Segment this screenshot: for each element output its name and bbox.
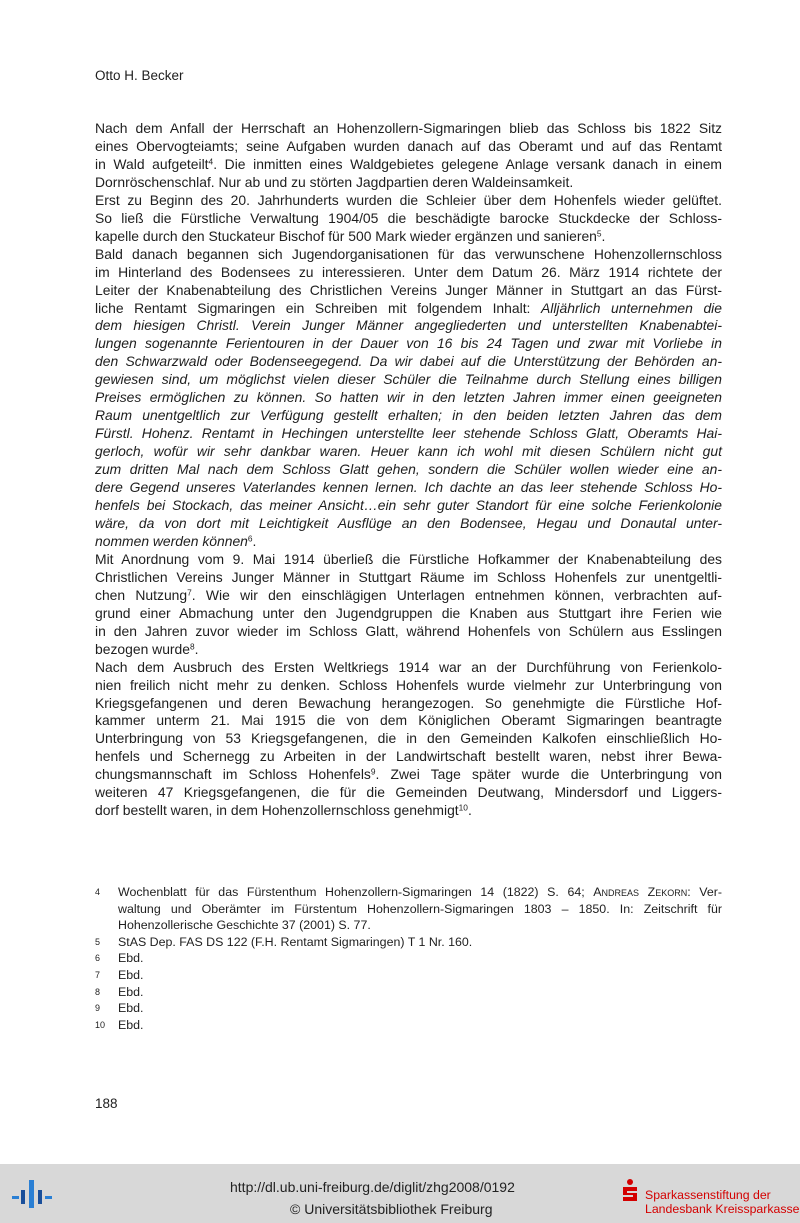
sponsor-text <box>645 1188 800 1216</box>
text-run: So ließ die Fürstliche Verwaltung 1904/05 die beschädigte barocke Stuckdecke der Schloss- <box>95 209 722 226</box>
body-text <box>95 120 722 820</box>
page-number: 188 <box>95 1096 118 1111</box>
text-line <box>95 210 722 228</box>
footnote-reference: 5 <box>596 228 602 239</box>
text-run: Andreas Zekorn <box>593 885 688 899</box>
text-line <box>95 300 722 318</box>
text-run: eines Obervogteiamts; seine Aufgaben wurden danach auf das Oberamt und auf das Rentamt <box>95 137 722 154</box>
footnote-text <box>118 1000 722 1017</box>
footnote-reference: 6 <box>247 533 253 544</box>
footnote <box>95 1000 722 1017</box>
text-line <box>95 623 722 641</box>
text-run: . <box>467 802 472 819</box>
text-run: wäre, da von dort mit Leichtigkeit Ausflüge an den Bodensee, Hegau und Donautal unter- <box>95 514 722 531</box>
text-run: Kriegsgefangenen und deren Bewachung herangezogen. So genehmigte die Fürstliche Hof- <box>95 694 722 711</box>
footnote-line <box>118 984 722 1001</box>
text-run: Wochenblatt für das Fürstenthum Hohenzollern-Sigmaringen 14 (1822) S. 64; <box>118 885 594 899</box>
footnote-number: 7 <box>95 969 101 980</box>
text-run: . Die inmitten eines Waldgebietes gelegene Anlage versank danach in einem <box>213 155 722 172</box>
text-line <box>95 784 722 802</box>
text-run: Leiter der Knabenabteilung des Christlichen Vereins Junger Männer in Stuttgart an das Fürst- <box>95 281 722 298</box>
footnote-line <box>118 917 722 934</box>
footnote <box>95 950 722 967</box>
footnote-text <box>118 934 722 951</box>
footnote-reference: 8 <box>190 641 195 652</box>
text-line <box>95 371 722 389</box>
text-run: Ebd. <box>118 1001 144 1016</box>
text-line <box>95 569 722 587</box>
text-run: Unterbringung von 53 Kriegsgefangenen, die in den Gemeinden Kalkofen einschließlich Ho- <box>95 730 722 747</box>
text-line <box>95 407 722 425</box>
text-run: Erst zu Beginn des 20. Jahrhunderts wurden die Schleier über dem Hohenfels wieder gelüftet. <box>95 191 722 208</box>
text-line <box>95 174 722 192</box>
text-line <box>95 353 722 371</box>
text-run: . Zwei Tage später wurde die Unterbringung von <box>375 766 722 783</box>
footnote-number: 6 <box>95 953 101 964</box>
footnote-number: 4 <box>95 887 101 897</box>
text-line <box>95 712 722 730</box>
footnote-text <box>118 1017 722 1034</box>
text-line <box>95 802 722 820</box>
text-line <box>95 156 722 174</box>
text-run: kammer unterm 21. Mai 1915 die von dem Königlichen Oberamt Sigmaringen beantragte <box>95 712 722 729</box>
footnote-line <box>118 901 722 918</box>
text-run: gerloch, wofür wir sehr dankbar waren. Heuer kann ich wohl mit diesen Schülern nicht gut <box>95 443 722 460</box>
footnote-line <box>118 1017 722 1034</box>
text-line <box>95 461 722 479</box>
text-line <box>95 497 722 515</box>
text-run: den Schwarzwald oder Bodenseegegend. Da wir dabei auf die Unterstützung der Behörden an- <box>95 353 722 370</box>
footnote-reference: 4 <box>208 156 214 167</box>
text-run: . <box>601 227 606 244</box>
text-line <box>95 479 722 497</box>
text-line <box>95 282 722 300</box>
sponsor-line-2: Landesbank Kreissparkasse <box>645 1202 800 1216</box>
text-line <box>95 766 722 784</box>
footnote-line <box>118 884 722 901</box>
footnote <box>95 884 722 934</box>
text-run: Fürstl. Hohenz. Rentamt in Hechingen unterstellte leer stehende Schloss Glatt, Oberamts Hai- <box>95 425 722 442</box>
text-run: kapelle durch den Stuckateur Bischof für 500 Mark wieder ergänzen und sanieren <box>95 227 597 244</box>
footnote-text <box>118 884 722 934</box>
text-run: in Wald aufgeteilt <box>95 155 209 172</box>
text-run: Nach dem Anfall der Herrschaft an Hohenzollern-Sigmaringen blieb das Schloss bis 1822 Sitz <box>95 120 722 136</box>
text-line <box>95 605 722 623</box>
text-line <box>95 335 722 353</box>
text-run: Raum unentgeltlich zur Verfügung gestellt erhalten; in den beiden letzten Jahren das dem <box>95 407 722 424</box>
text-line <box>95 641 722 659</box>
footnote-number: 5 <box>95 936 101 947</box>
footnote-text <box>118 950 722 967</box>
text-run: Mit Anordnung vom 9. Mai 1914 überließ die Fürstliche Hofkammer der Knabenabteilung des <box>95 550 722 567</box>
text-run: in den Jahren zuvor wieder im Schloss Glatt, während Hohenfels von Schülern aus Esslingen <box>95 622 722 639</box>
footnote <box>95 967 722 984</box>
footnote-line <box>118 967 722 984</box>
text-line <box>95 425 722 443</box>
text-line <box>95 659 722 677</box>
text-run: . <box>252 532 257 549</box>
paragraph <box>95 659 722 821</box>
footnote-text <box>118 984 722 1001</box>
text-run: Ebd. <box>118 951 144 966</box>
sparkasse-s-logo-icon <box>620 1179 640 1203</box>
text-run: Preises ermöglichen zu können. So hatten wir in den letzten Jahren immer einen geeigneten <box>95 389 722 406</box>
text-run: Dornröschenschlaf. Nur ab und zu störten Jagdpartien deren Waldeinsamkeit. <box>95 173 574 190</box>
footnote-reference: 7 <box>187 587 192 598</box>
text-run: chungsmannschaft im Schloss Hohenfels <box>95 766 371 783</box>
page-header-author: Otto H. Becker <box>95 68 184 83</box>
footnote-reference: 9 <box>370 766 376 777</box>
footnote <box>95 1017 722 1034</box>
ub-freiburg-logo-icon <box>12 1176 52 1212</box>
paragraph <box>95 120 722 192</box>
text-line <box>95 551 722 569</box>
text-line <box>95 120 722 138</box>
footnote-number: 8 <box>95 986 101 997</box>
text-line <box>95 389 722 407</box>
text-run: StAS Dep. FAS DS 122 (F.H. Rentamt Sigmaringen) T 1 Nr. 160. <box>118 934 473 949</box>
text-line <box>95 515 722 533</box>
text-run: dem hiesigen Christl. Verein Junger Männer angegliederten und unterstellten Knabenabtei- <box>95 317 722 334</box>
text-run: waltung und Oberämter im Fürstentum Hohenzollern-Sigmaringen 1803 – 1850. In: Zeitschrift für <box>118 901 722 916</box>
text-run: grund einer Abmachung unter den Jugendgruppen die Knaben aus Stuttgart ihre Ferien wie <box>95 604 722 621</box>
text-run: bezogen wurde <box>95 640 190 657</box>
text-run: dere Gegend unseres Vaterlandes kennen lernen. Ich dachte an das leer stehende Schloss Ho- <box>95 479 722 496</box>
text-line <box>95 748 722 766</box>
text-run: Ebd. <box>118 984 144 999</box>
text-line <box>95 730 722 748</box>
footnote-number: 9 <box>95 1003 101 1014</box>
text-run: Alljährlich unternehmen die <box>541 299 722 316</box>
paragraph <box>95 551 722 659</box>
sponsor-line-1: Sparkassenstiftung der <box>645 1188 771 1202</box>
text-line <box>95 317 722 335</box>
text-run: im Hinterland des Bodensees zu interessieren. Unter dem Datum 26. März 1914 richtete der <box>95 263 722 280</box>
footer-copyright: © Universitätsbibliothek Freiburg <box>290 1201 493 1217</box>
paragraph <box>95 192 722 246</box>
text-run: zum dritten Mal nach dem Schloss Glatt gehen, sondern die Schüler wollen wieder eine an- <box>95 461 722 478</box>
text-line <box>95 138 722 156</box>
text-line <box>95 246 722 264</box>
text-line <box>95 443 722 461</box>
text-run: Bald danach begannen sich Jugendorganisationen für das verwunschene Hohenzollernschloss <box>95 245 722 262</box>
footnote <box>95 984 722 1001</box>
text-run: . Wie wir den einschlägigen Unterlagen entnehmen können, verbrachten auf- <box>191 586 722 603</box>
text-run: . <box>194 640 199 657</box>
footnotes <box>95 884 722 1033</box>
text-run: liche Rentamt Sigmaringen ein Schreiben mit folgendem Inhalt: <box>95 299 541 316</box>
footnote <box>95 934 722 951</box>
text-run: dorf bestellt waren, in dem Hohenzollernschloss genehmigt <box>95 802 459 819</box>
text-run: henfels bei Stockach, das meiner Ansicht…ein sehr guter Standort für eine solche Ferienkolonie <box>95 497 722 514</box>
text-run: Ebd. <box>118 1017 144 1032</box>
footnote-text <box>118 967 722 984</box>
text-line <box>95 228 722 246</box>
footnote-line <box>118 950 722 967</box>
paragraph <box>95 246 722 551</box>
footer-url[interactable]: http://dl.ub.uni-freiburg.de/diglit/zhg2008/0192 <box>230 1179 515 1195</box>
text-run: chen Nutzung <box>95 586 188 603</box>
footnote-line <box>118 1000 722 1017</box>
text-line <box>95 587 722 605</box>
text-run: nien freilich nicht mehr zu denken. Schloss Hohenfels wurde vielmehr zur Unterbringung von <box>95 676 722 693</box>
text-line <box>95 677 722 695</box>
text-line <box>95 533 722 551</box>
footnote-reference: 10 <box>458 802 468 813</box>
text-run: weiteren 47 Kriegsgefangenen, die für die Gemeinden Deutwang, Mindersdorf und Liggers- <box>95 784 722 801</box>
text-run: Nach dem Ausbruch des Ersten Weltkriegs 1914 war an der Durchführung von Ferienkolo- <box>95 658 722 675</box>
footer-bar <box>0 1164 800 1223</box>
text-run: : Ver- <box>687 885 723 899</box>
text-line <box>95 192 722 210</box>
footnote-number: 10 <box>95 1019 106 1030</box>
text-line <box>95 695 722 713</box>
footnote-line <box>118 934 722 951</box>
text-run: Christlichen Vereins Junger Männer in Stuttgart Räume im Schloss Hohenfels zur unentgeltli- <box>95 568 722 585</box>
text-run: Hohenzollerische Geschichte 37 (2001) S. 77. <box>118 918 371 933</box>
text-line <box>95 264 722 282</box>
text-run: nommen werden können <box>95 532 248 549</box>
text-run: gewiesen sind, um möglichst vielen dieser Schüler die Teilnahme durch Stellung eines billigen <box>95 371 722 388</box>
text-run: Ebd. <box>118 967 144 982</box>
text-run: lungen sogenannte Ferientouren in der Dauer von 16 bis 24 Tagen und zwar mit Vorliebe in <box>95 335 722 352</box>
text-run: henfels und Schernegg zu Arbeiten in der Landwirtschaft bestellt waren, nebst ihrer Bewa- <box>95 748 722 765</box>
